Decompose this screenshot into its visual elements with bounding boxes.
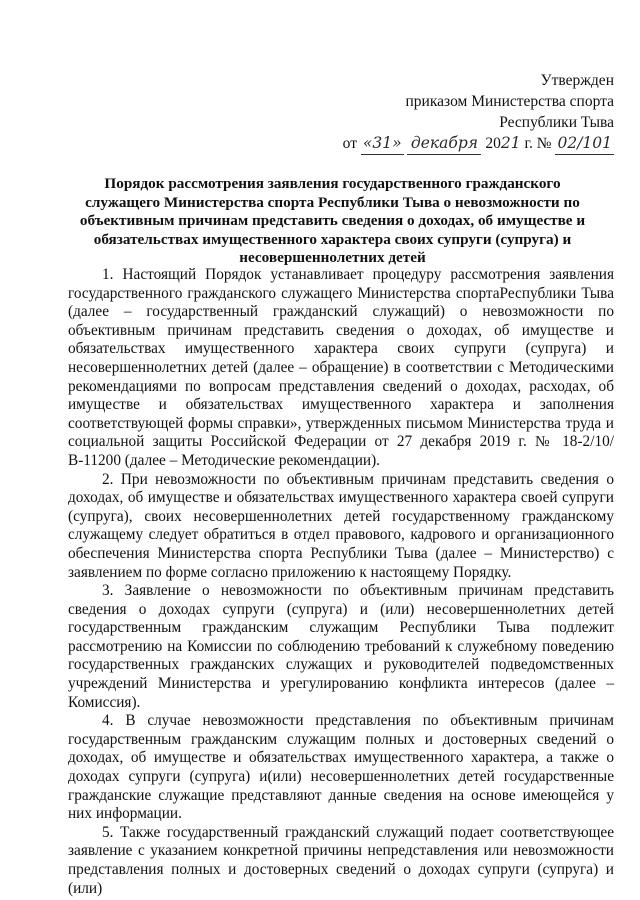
approval-block xyxy=(343,70,614,155)
approval-order-line: приказом Министерства спорта xyxy=(405,93,614,110)
approval-date-line xyxy=(343,133,614,155)
paragraph-2: 2. При невозможности по объективным причинам представить сведения о доходах, об имуществе и обязательствах имущественного характера своей супруги (супруга), своих несовершеннолетних детей государственному гражданскому служащему следует обратиться в отдел правового, кадрового и организационного обеспечения Министерства спорта Республики Тыва (далее – Министерство) с заявлением по форме согласно приложению к настоящему Порядку. xyxy=(68,470,614,581)
approval-label: Утвержден xyxy=(540,72,614,89)
paragraph-4: 4. В случае невозможности представления по объективным причинам государственным гражданским служащим полных и достоверных сведений о доходах, об имуществе и обязательствах имущественного характера, а также о доходах супруги (супруга) и(или) несовершеннолетних детей государственные гражданские служащие представляют данные сведения на основе имеющейся у них информации. xyxy=(68,712,614,823)
handwritten-year-suffix: 21 xyxy=(500,134,521,152)
document-title: Порядок рассмотрения заявления государственного гражданского служащего Министерства спорта Республики Тыва о невозможности по объективным причинам представить сведения о доходах, об имуществе и обязательствах имущественного характера своих супруги (супруга) и несовершеннолетних детей xyxy=(79,175,586,266)
paragraph-3: 3. Заявление о невозможности по объективным причинам представить сведения о доходах супруги (супруга) и (или) несовершеннолетних детей государственным гражданским служащим Республики Тыва подлежит рассмотрению на Комиссии по соблюдению требований к служебному поведению государственных гражданских служащих и руководителей подведомственных учреждений Министерства и урегулированию конфликта интересов (далее – Комиссия). xyxy=(68,582,614,711)
handwritten-day: «31» xyxy=(361,133,404,155)
date-prefix: от xyxy=(342,135,357,152)
year-tail: г. № xyxy=(524,135,552,152)
paragraph-5: 5. Также государственный гражданский служащий подает соответствующее заявление с указанием конкретной причины непредставления или невозможности представления полных и достоверных сведений о доходах супруги (супруга) и (или) xyxy=(68,823,614,897)
approval-republic-line: Республики Тыва xyxy=(499,114,614,131)
paragraph-1: 1. Настоящий Порядок устанавливает процедуру рассмотрения заявления государственного гражданского служащего Министерства спортаРеспублики Тыва (далее – государственный гражданский служащий) о невозможности по объективным причинам представить сведения о доходах, об имуществе и обязательствах имущественного характера своих супруги (супруга) и несовершеннолетних детей (далее – обращение) в соответствии с Методическими рекомендациями по вопросам представления сведений о доходах, расходах, об имуществе и обязательствах имущественного характера и заполнения соответствующей формы справки», утвержденных письмом Министерства труда и социальной защиты Российской Федерации от 27 декабря 2019 г. № 18-2/10/В-11200 (далее – Методические рекомендации). xyxy=(68,266,614,469)
handwritten-order-number: 02/101 xyxy=(555,133,614,155)
handwritten-month: декабря xyxy=(407,133,481,155)
document-body xyxy=(68,266,614,898)
year-prefix: 20 xyxy=(485,135,501,152)
